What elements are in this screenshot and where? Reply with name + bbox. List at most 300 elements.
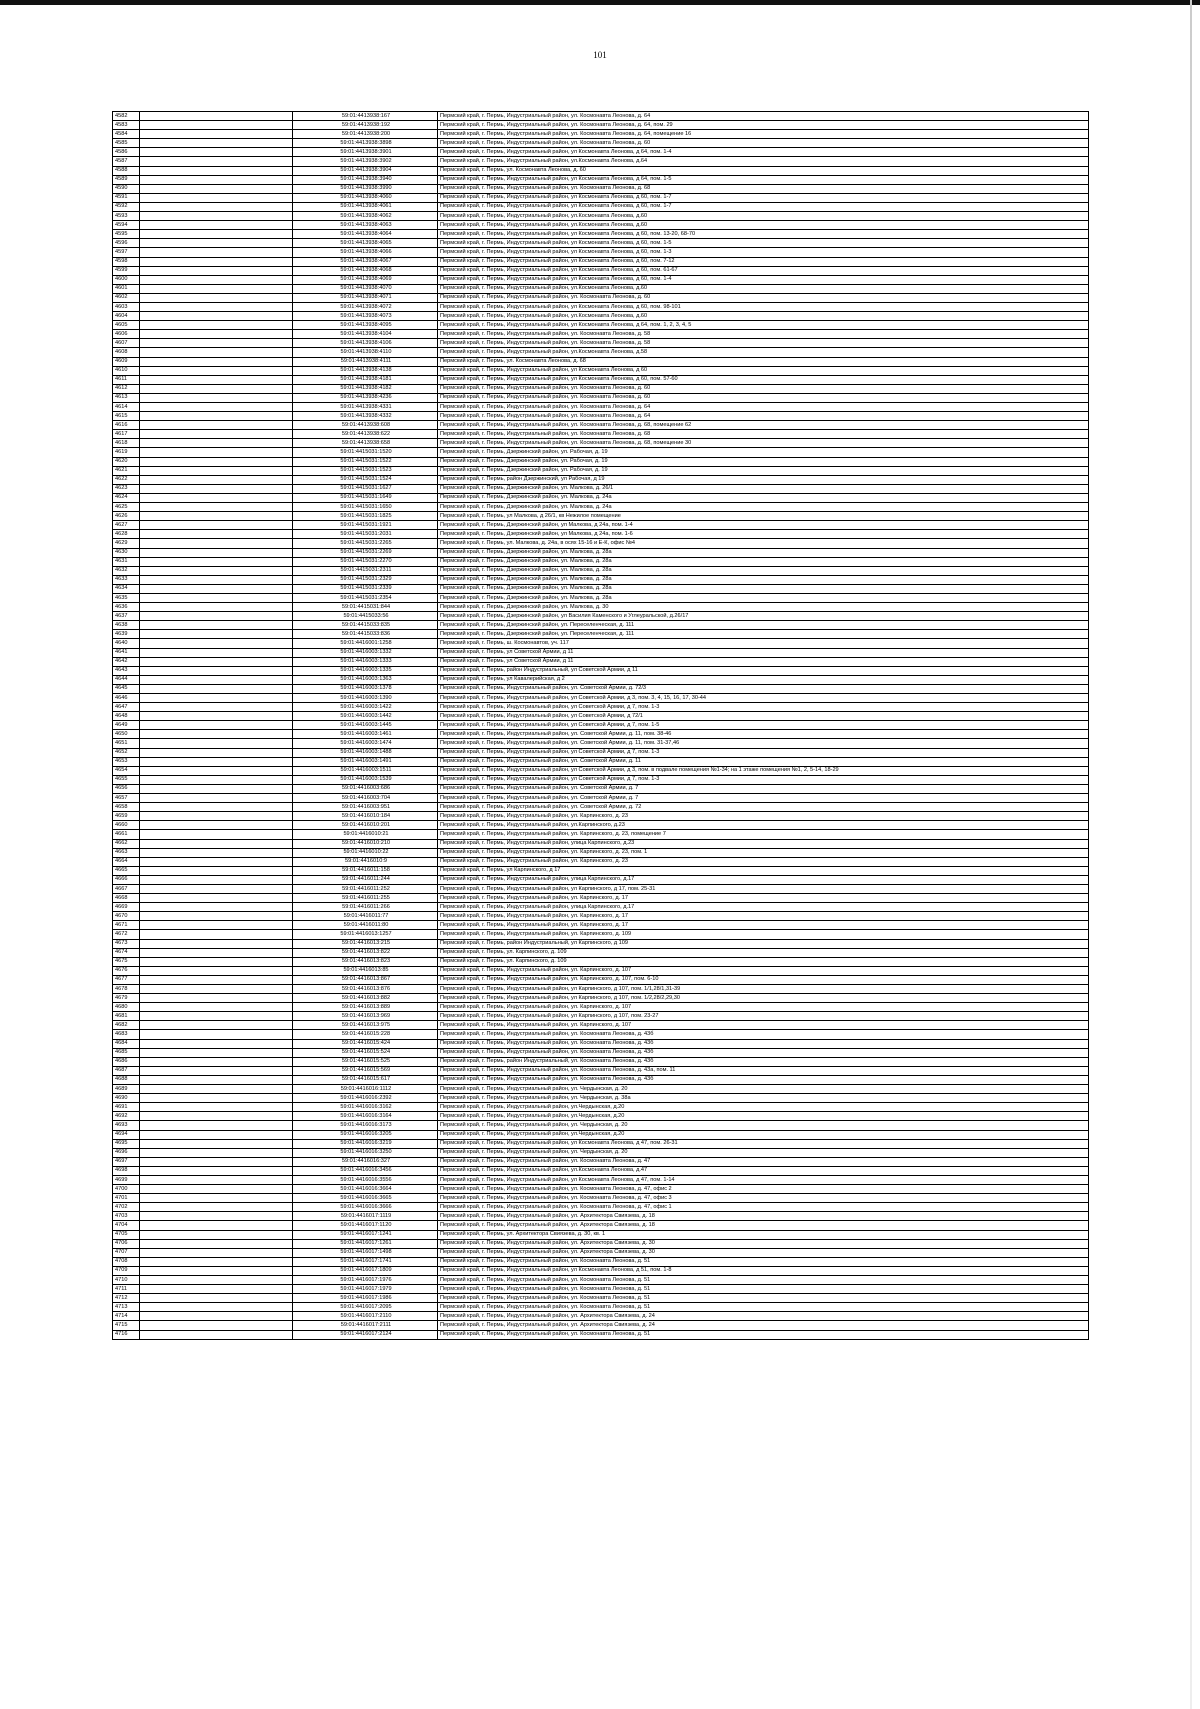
address-cell: Пермский край, г. Пермь, Индустриальный район, ул.Чердынская, д.20 — [438, 1112, 1089, 1121]
cadastral-number-cell: 59:01:4416010:201 — [293, 821, 438, 830]
address-cell: Пермский край, г. Пермь, район Индустриальный, ул Советской Армии, д 11 — [438, 666, 1089, 675]
empty-cell — [140, 875, 293, 884]
empty-cell — [140, 1166, 293, 1175]
row-number-cell: 4701 — [113, 1194, 140, 1203]
table-row — [113, 848, 1089, 857]
empty-cell — [140, 775, 293, 784]
table-row — [113, 475, 1089, 484]
empty-cell — [140, 312, 293, 321]
cadastral-number-cell: 59:01:4413938:192 — [293, 121, 438, 130]
empty-cell — [140, 803, 293, 812]
address-cell: Пермский край, г. Пермь, Индустриальный район, ул. Космонавта Леонова, д. 68 — [438, 184, 1089, 193]
empty-cell — [140, 521, 293, 530]
empty-cell — [140, 821, 293, 830]
row-number-cell: 4679 — [113, 994, 140, 1003]
cadastral-number-cell: 59:01:4413938:4111 — [293, 357, 438, 366]
row-number-cell: 4634 — [113, 584, 140, 593]
cadastral-number-cell: 59:01:4416013:867 — [293, 975, 438, 984]
address-cell: Пермский край, г. Пермь, Индустриальный район, ул Советской Армии, д 7, пом. 1-3 — [438, 748, 1089, 757]
address-cell: Пермский край, г. Пермь, Индустриальный район, ул Карпинского, д 107, пом. 1/1,28/1,31-39 — [438, 985, 1089, 994]
row-number-cell: 4599 — [113, 266, 140, 275]
row-number-cell: 4620 — [113, 457, 140, 466]
empty-cell — [140, 193, 293, 202]
empty-cell — [140, 1212, 293, 1221]
cadastral-number-cell: 59:01:4416003:1378 — [293, 684, 438, 693]
empty-cell — [140, 1294, 293, 1303]
row-number-cell: 4672 — [113, 930, 140, 939]
cadastral-number-cell: 59:01:4416003:951 — [293, 803, 438, 812]
address-cell: Пермский край, г. Пермь, Индустриальный район, ул. Чердынская, д. 20 — [438, 1148, 1089, 1157]
cadastral-number-cell: 59:01:4413938:4069 — [293, 275, 438, 284]
table-row — [113, 1312, 1089, 1321]
cadastral-number-cell: 59:01:4416016:3250 — [293, 1148, 438, 1157]
cadastral-number-cell: 59:01:4413938:658 — [293, 439, 438, 448]
table-row — [113, 275, 1089, 284]
empty-cell — [140, 321, 293, 330]
cadastral-number-cell: 59:01:4416013:889 — [293, 1003, 438, 1012]
empty-cell — [140, 757, 293, 766]
cadastral-number-cell: 59:01:4413938:4104 — [293, 330, 438, 339]
row-number-cell: 4602 — [113, 293, 140, 302]
cadastral-number-cell: 59:01:4416011:77 — [293, 912, 438, 921]
table-row — [113, 1057, 1089, 1066]
cadastral-number-cell: 59:01:4416003:1422 — [293, 703, 438, 712]
address-cell: Пермский край, г. Пермь, ул Малкова, д 26/1, кв Нежилое помещение — [438, 512, 1089, 521]
address-cell: Пермский край, г. Пермь, Индустриальный район, ул. Космонавта Леонова, д. 51 — [438, 1303, 1089, 1312]
address-cell: Пермский край, г. Пермь, ул. Космонавта Леонова, д. 68 — [438, 357, 1089, 366]
row-number-cell: 4712 — [113, 1294, 140, 1303]
row-number-cell: 4598 — [113, 257, 140, 266]
cadastral-number-cell: 59:01:4415031:1520 — [293, 448, 438, 457]
empty-cell — [140, 1248, 293, 1257]
row-number-cell: 4624 — [113, 493, 140, 502]
row-number-cell: 4604 — [113, 312, 140, 321]
empty-cell — [140, 1148, 293, 1157]
empty-cell — [140, 593, 293, 602]
cadastral-number-cell: 59:01:4416010:22 — [293, 848, 438, 857]
row-number-cell: 4640 — [113, 639, 140, 648]
cadastral-number-cell: 59:01:4416016:3665 — [293, 1194, 438, 1203]
cadastral-number-cell: 59:01:4415033:835 — [293, 621, 438, 630]
empty-cell — [140, 493, 293, 502]
row-number-cell: 4664 — [113, 857, 140, 866]
address-cell: Пермский край, г. Пермь, Индустриальный район, ул.Космонавта Леонова, д.60 — [438, 212, 1089, 221]
empty-cell — [140, 1257, 293, 1266]
row-number-cell: 4612 — [113, 384, 140, 393]
row-number-cell: 4658 — [113, 803, 140, 812]
empty-cell — [140, 848, 293, 857]
address-cell: Пермский край, г. Пермь, Индустриальный район, ул.Космонавта Леонова, д.60 — [438, 284, 1089, 293]
empty-cell — [140, 512, 293, 521]
table-row — [113, 1003, 1089, 1012]
table-row — [113, 866, 1089, 875]
address-cell: Пермский край, г. Пермь, Дзержинский район, ул. Малкова, д. 26/1 — [438, 484, 1089, 493]
address-cell: Пермский край, г. Пермь, Индустриальный район, ул Космонавта Леонова, д 51, пом. 1-8 — [438, 1266, 1089, 1275]
row-number-cell: 4710 — [113, 1276, 140, 1285]
address-cell: Пермский край, г. Пермь, Индустриальный район, ул Космонавта Леонова, д 47, пом. 1-14 — [438, 1175, 1089, 1184]
row-number-cell: 4597 — [113, 248, 140, 257]
cadastral-number-cell: 59:01:4416003:1461 — [293, 730, 438, 739]
empty-cell — [140, 1012, 293, 1021]
row-number-cell: 4646 — [113, 694, 140, 703]
row-number-cell: 4663 — [113, 848, 140, 857]
row-number-cell: 4702 — [113, 1203, 140, 1212]
row-number-cell: 4649 — [113, 721, 140, 730]
table-row — [113, 412, 1089, 421]
cadastral-number-cell: 59:01:4416017:1119 — [293, 1212, 438, 1221]
address-cell: Пермский край, г. Пермь, Дзержинский район, ул. Переселенческая, д. 111 — [438, 621, 1089, 630]
empty-cell — [140, 1021, 293, 1030]
address-cell: Пермский край, г. Пермь, Индустриальный район, ул Карпинского, д 17, пом. 25-31 — [438, 884, 1089, 893]
cadastral-number-cell: 59:01:4413938:4331 — [293, 403, 438, 412]
cadastral-number-cell: 59:01:4413938:622 — [293, 430, 438, 439]
address-cell: Пермский край, г. Пермь, Индустриальный район, ул. Архитектора Свиязева, д. 18 — [438, 1212, 1089, 1221]
empty-cell — [140, 1130, 293, 1139]
table-row — [113, 112, 1089, 121]
address-cell: Пермский край, г. Пермь, Индустриальный район, ул. Карпинского, д. 17 — [438, 921, 1089, 930]
table-row — [113, 512, 1089, 521]
empty-cell — [140, 166, 293, 175]
row-number-cell: 4656 — [113, 784, 140, 793]
empty-cell — [140, 603, 293, 612]
row-number-cell: 4629 — [113, 539, 140, 548]
cadastral-number-cell: 59:01:4413938:4070 — [293, 284, 438, 293]
address-cell: Пермский край, г. Пермь, Индустриальный район, ул. Космонавта Леонова, д. 64 — [438, 412, 1089, 421]
cadastral-number-cell: 59:01:4415031:1649 — [293, 493, 438, 502]
row-number-cell: 4641 — [113, 648, 140, 657]
cadastral-number-cell: 59:01:4415031:2269 — [293, 548, 438, 557]
cadastral-number-cell: 59:01:4416003:1363 — [293, 675, 438, 684]
scan-top-border — [0, 0, 1200, 5]
empty-cell — [140, 1221, 293, 1230]
row-number-cell: 4707 — [113, 1248, 140, 1257]
row-number-cell: 4588 — [113, 166, 140, 175]
table-row — [113, 148, 1089, 157]
table-row — [113, 894, 1089, 903]
empty-cell — [140, 1075, 293, 1084]
table-row — [113, 339, 1089, 348]
row-number-cell: 4655 — [113, 775, 140, 784]
cadastral-number-cell: 59:01:4416016:3164 — [293, 1112, 438, 1121]
table-row — [113, 466, 1089, 475]
row-number-cell: 4608 — [113, 348, 140, 357]
table-row — [113, 1185, 1089, 1194]
row-number-cell: 4592 — [113, 202, 140, 211]
row-number-cell: 4636 — [113, 603, 140, 612]
row-number-cell: 4590 — [113, 184, 140, 193]
cadastral-number-cell: 59:01:4416013:882 — [293, 994, 438, 1003]
address-cell: Пермский край, г. Пермь, ул. Архитектора Свиязева, д. 30, кв. 1 — [438, 1230, 1089, 1239]
table-row — [113, 212, 1089, 221]
address-cell: Пермский край, г. Пермь, Дзержинский район, ул. Малкова, д. 24а — [438, 503, 1089, 512]
table-row — [113, 375, 1089, 384]
address-cell: Пермский край, г. Пермь, Индустриальный район, ул Космонавта Леонова, д 64, пом. 1, 2, 3, 4, 5 — [438, 321, 1089, 330]
address-cell: Пермский край, г. Пермь, Индустриальный район, ул. Космонавта Леонова, д. 64 — [438, 112, 1089, 121]
address-cell: Пермский край, г. Пермь, Индустриальный район, ул. Карпинского, д. 107 — [438, 966, 1089, 975]
address-cell: Пермский край, г. Пермь, Индустриальный район, ул Космонавта Леонова, д 64, пом. 1-4 — [438, 148, 1089, 157]
address-cell: Пермский край, г. Пермь, Индустриальный район, ул Космонавта Леонова, д 47, пом. 26-31 — [438, 1139, 1089, 1148]
row-number-cell: 4627 — [113, 521, 140, 530]
row-number-cell: 4657 — [113, 794, 140, 803]
cadastral-number-cell: 59:01:4413938:4106 — [293, 339, 438, 348]
address-cell: Пермский край, г. Пермь, Индустриальный район, ул.Космонавта Леонова, д.47 — [438, 1166, 1089, 1175]
table-row — [113, 239, 1089, 248]
table-row — [113, 366, 1089, 375]
empty-cell — [140, 1103, 293, 1112]
cadastral-number-cell: 59:01:4416016:3666 — [293, 1203, 438, 1212]
empty-cell — [140, 1112, 293, 1121]
cadastral-number-cell: 59:01:4416011:244 — [293, 875, 438, 884]
table-row — [113, 1075, 1089, 1084]
cadastral-number-cell: 59:01:4416003:1335 — [293, 666, 438, 675]
cadastral-number-cell: 59:01:4413938:4072 — [293, 302, 438, 311]
table-row — [113, 484, 1089, 493]
address-cell: Пермский край, г. Пермь, Индустриальный район, ул. Космонавта Леонова, д. 43б — [438, 1075, 1089, 1084]
row-number-cell: 4635 — [113, 593, 140, 602]
row-number-cell: 4659 — [113, 812, 140, 821]
table-row — [113, 994, 1089, 1003]
row-number-cell: 4688 — [113, 1075, 140, 1084]
address-cell: Пермский край, г. Пермь, Индустриальный район, ул. Космонавта Леонова, д. 43б — [438, 1039, 1089, 1048]
table-row — [113, 1012, 1089, 1021]
table-row — [113, 903, 1089, 912]
empty-cell — [140, 1330, 293, 1339]
table-row — [113, 1021, 1089, 1030]
table-row — [113, 139, 1089, 148]
address-cell: Пермский край, г. Пермь, Индустриальный район, ул. Космонавта Леонова, д. 43б — [438, 1030, 1089, 1039]
row-number-cell: 4709 — [113, 1266, 140, 1275]
row-number-cell: 4703 — [113, 1212, 140, 1221]
table-row — [113, 948, 1089, 957]
table-row — [113, 121, 1089, 130]
address-cell: Пермский край, г. Пермь, ул Карпинского, д 17 — [438, 866, 1089, 875]
empty-cell — [140, 530, 293, 539]
empty-cell — [140, 484, 293, 493]
table-row — [113, 348, 1089, 357]
address-cell: Пермский край, г. Пермь, Индустриальный район, ул. Космонавта Леонова, д. 68, помещение 62 — [438, 421, 1089, 430]
row-number-cell: 4638 — [113, 621, 140, 630]
cadastral-number-cell: 59:01:4413938:3904 — [293, 166, 438, 175]
row-number-cell: 4605 — [113, 321, 140, 330]
cadastral-number-cell: 59:01:4416011:80 — [293, 921, 438, 930]
row-number-cell: 4665 — [113, 866, 140, 875]
address-cell: Пермский край, г. Пермь, Индустриальный район, ул Карпинского, д 107, пом. 1/2,28/2,29,30 — [438, 994, 1089, 1003]
row-number-cell: 4699 — [113, 1175, 140, 1184]
row-number-cell: 4586 — [113, 148, 140, 157]
empty-cell — [140, 584, 293, 593]
empty-cell — [140, 694, 293, 703]
row-number-cell: 4678 — [113, 985, 140, 994]
empty-cell — [140, 1239, 293, 1248]
row-number-cell: 4585 — [113, 139, 140, 148]
table-row — [113, 884, 1089, 893]
row-number-cell: 4628 — [113, 530, 140, 539]
row-number-cell: 4643 — [113, 666, 140, 675]
address-cell: Пермский край, г. Пермь, Индустриальный район, ул.Карпинского, д.23 — [438, 821, 1089, 830]
table-row — [113, 548, 1089, 557]
address-cell: Пермский край, г. Пермь, Дзержинский район, ул. Переселенческая, д. 111 — [438, 630, 1089, 639]
address-cell: Пермский край, г. Пермь, Индустриальный район, ул. Карпинского, д. 107 — [438, 1021, 1089, 1030]
empty-cell — [140, 957, 293, 966]
table-row — [113, 757, 1089, 766]
table-row — [113, 130, 1089, 139]
empty-cell — [140, 866, 293, 875]
cadastral-number-cell: 59:01:4416015:228 — [293, 1030, 438, 1039]
cadastral-number-cell: 59:01:4413938:4073 — [293, 312, 438, 321]
empty-cell — [140, 403, 293, 412]
table-row — [113, 830, 1089, 839]
address-cell: Пермский край, г. Пермь, Индустриальный район, ул. Карпинского, д. 109 — [438, 930, 1089, 939]
address-cell: Пермский край, г. Пермь, Индустриальный район, ул. Карпинского, д. 23 — [438, 857, 1089, 866]
table-row — [113, 657, 1089, 666]
row-number-cell: 4667 — [113, 884, 140, 893]
address-cell: Пермский край, г. Пермь, Индустриальный район, ул. Чердынская, д. 38а — [438, 1094, 1089, 1103]
row-number-cell: 4630 — [113, 548, 140, 557]
cadastral-number-cell: 59:01:4416013:975 — [293, 1021, 438, 1030]
table-row — [113, 784, 1089, 793]
empty-cell — [140, 239, 293, 248]
address-cell: Пермский край, г. Пермь, Индустриальный район, ул Космонавта Леонова, д 60 — [438, 366, 1089, 375]
cadastral-number-cell: 59:01:4416017:1120 — [293, 1221, 438, 1230]
address-cell: Пермский край, г. Пермь, Индустриальный район, ул. Космонавта Леонова, д. 51 — [438, 1276, 1089, 1285]
row-number-cell: 4631 — [113, 557, 140, 566]
cadastral-number-cell: 59:01:4416016:3173 — [293, 1121, 438, 1130]
address-cell: Пермский край, г. Пермь, Индустриальный район, ул. Космонавта Леонова, д. 47, офис 1 — [438, 1203, 1089, 1212]
table-row — [113, 321, 1089, 330]
row-number-cell: 4691 — [113, 1103, 140, 1112]
row-number-cell: 4615 — [113, 412, 140, 421]
table-row — [113, 257, 1089, 266]
table-row — [113, 584, 1089, 593]
table-row — [113, 1203, 1089, 1212]
row-number-cell: 4713 — [113, 1303, 140, 1312]
cadastral-number-cell: 59:01:4416017:1498 — [293, 1248, 438, 1257]
cadastral-number-cell: 59:01:4416003:1333 — [293, 657, 438, 666]
cadastral-number-cell: 59:01:4413938:4138 — [293, 366, 438, 375]
table-row — [113, 175, 1089, 184]
address-cell: Пермский край, г. Пермь, Индустриальный район, улица Карпинского, д.17 — [438, 903, 1089, 912]
table-row — [113, 1166, 1089, 1175]
table-row — [113, 521, 1089, 530]
empty-cell — [140, 1139, 293, 1148]
empty-cell — [140, 212, 293, 221]
cadastral-number-cell: 59:01:4416011:266 — [293, 903, 438, 912]
address-cell: Пермский край, г. Пермь, Индустриальный район, ул. Карпинского, д. 107, пом. 6-10 — [438, 975, 1089, 984]
row-number-cell: 4601 — [113, 284, 140, 293]
table-row — [113, 857, 1089, 866]
table-row — [113, 666, 1089, 675]
cadastral-number-cell: 59:01:4415033:836 — [293, 630, 438, 639]
registry-table — [112, 111, 1089, 1340]
cadastral-number-cell: 59:01:4415031:2354 — [293, 593, 438, 602]
table-row — [113, 1303, 1089, 1312]
address-cell: Пермский край, г. Пермь, Индустриальный район, ул. Карпинского, д. 23, помещение 7 — [438, 830, 1089, 839]
empty-cell — [140, 557, 293, 566]
cadastral-number-cell: 59:01:4415031:844 — [293, 603, 438, 612]
address-cell: Пермский край, г. Пермь, Индустриальный район, ул. Космонавта Леонова, д. 47, офис 2 — [438, 1185, 1089, 1194]
empty-cell — [140, 566, 293, 575]
empty-cell — [140, 748, 293, 757]
table-row — [113, 612, 1089, 621]
table-row — [113, 1094, 1089, 1103]
table-row — [113, 930, 1089, 939]
empty-cell — [140, 857, 293, 866]
row-number-cell: 4662 — [113, 839, 140, 848]
row-number-cell: 4716 — [113, 1330, 140, 1339]
cadastral-number-cell: 59:01:4413938:3898 — [293, 139, 438, 148]
address-cell: Пермский край, г. Пермь, ул. Малкова, д. 24а, в осях 15-16 и Е-К, офис №4 — [438, 539, 1089, 548]
empty-cell — [140, 884, 293, 893]
table-row — [113, 1248, 1089, 1257]
empty-cell — [140, 1048, 293, 1057]
empty-cell — [140, 994, 293, 1003]
table-row — [113, 1157, 1089, 1166]
row-number-cell: 4670 — [113, 912, 140, 921]
row-number-cell: 4589 — [113, 175, 140, 184]
address-cell: Пермский край, г. Пермь, Индустриальный район, ул Советской Армии, д 7, пом. 1-5 — [438, 721, 1089, 730]
table-row — [113, 1148, 1089, 1157]
address-cell: Пермский край, г. Пермь, Дзержинский район, ул. Малкова, д. 24а — [438, 493, 1089, 502]
empty-cell — [140, 839, 293, 848]
empty-cell — [140, 612, 293, 621]
row-number-cell: 4617 — [113, 430, 140, 439]
registry-sheet — [112, 111, 1089, 1340]
cadastral-number-cell: 59:01:4416003:686 — [293, 784, 438, 793]
cadastral-number-cell: 59:01:4416003:1491 — [293, 757, 438, 766]
empty-cell — [140, 1175, 293, 1184]
table-row — [113, 1175, 1089, 1184]
row-number-cell: 4673 — [113, 939, 140, 948]
address-cell: Пермский край, г. Пермь, Индустриальный район, ул. Советской Армии, д. 11 — [438, 757, 1089, 766]
table-row — [113, 721, 1089, 730]
empty-cell — [140, 894, 293, 903]
row-number-cell: 4689 — [113, 1085, 140, 1094]
empty-cell — [140, 975, 293, 984]
empty-cell — [140, 284, 293, 293]
row-number-cell: 4687 — [113, 1066, 140, 1075]
address-cell: Пермский край, г. Пермь, Индустриальный район, ул. Советской Армии, д. 7 — [438, 784, 1089, 793]
table-row — [113, 430, 1089, 439]
table-row — [113, 293, 1089, 302]
address-cell: Пермский край, г. Пермь, ул Кавалерийская, д 2 — [438, 675, 1089, 684]
row-number-cell: 4669 — [113, 903, 140, 912]
cadastral-number-cell: 59:01:4416017:1241 — [293, 1230, 438, 1239]
row-number-cell: 4603 — [113, 302, 140, 311]
table-row — [113, 1330, 1089, 1339]
table-row — [113, 803, 1089, 812]
address-cell: Пермский край, г. Пермь, Индустриальный район, ул. Космонавта Леонова, д. 58 — [438, 339, 1089, 348]
table-row — [113, 457, 1089, 466]
cadastral-number-cell: 59:01:4415031:2270 — [293, 557, 438, 566]
table-row — [113, 975, 1089, 984]
row-number-cell: 4668 — [113, 894, 140, 903]
empty-cell — [140, 1185, 293, 1194]
cadastral-number-cell: 59:01:4415031:1523 — [293, 466, 438, 475]
cadastral-number-cell: 59:01:4416013:822 — [293, 948, 438, 957]
empty-cell — [140, 430, 293, 439]
table-row — [113, 1139, 1089, 1148]
empty-cell — [140, 157, 293, 166]
table-row — [113, 639, 1089, 648]
table-row — [113, 957, 1089, 966]
row-number-cell: 4621 — [113, 466, 140, 475]
address-cell: Пермский край, г. Пермь, Индустриальный район, ул. Архитектора Свиязева, д. 30 — [438, 1248, 1089, 1257]
address-cell: Пермский край, г. Пермь, ш. Космонавтов, уч. 117 — [438, 639, 1089, 648]
empty-cell — [140, 293, 293, 302]
cadastral-number-cell: 59:01:4413938:4066 — [293, 248, 438, 257]
empty-cell — [140, 939, 293, 948]
address-cell: Пермский край, г. Пермь, Индустриальный район, ул. Космонавта Леонова, д. 68 — [438, 430, 1089, 439]
